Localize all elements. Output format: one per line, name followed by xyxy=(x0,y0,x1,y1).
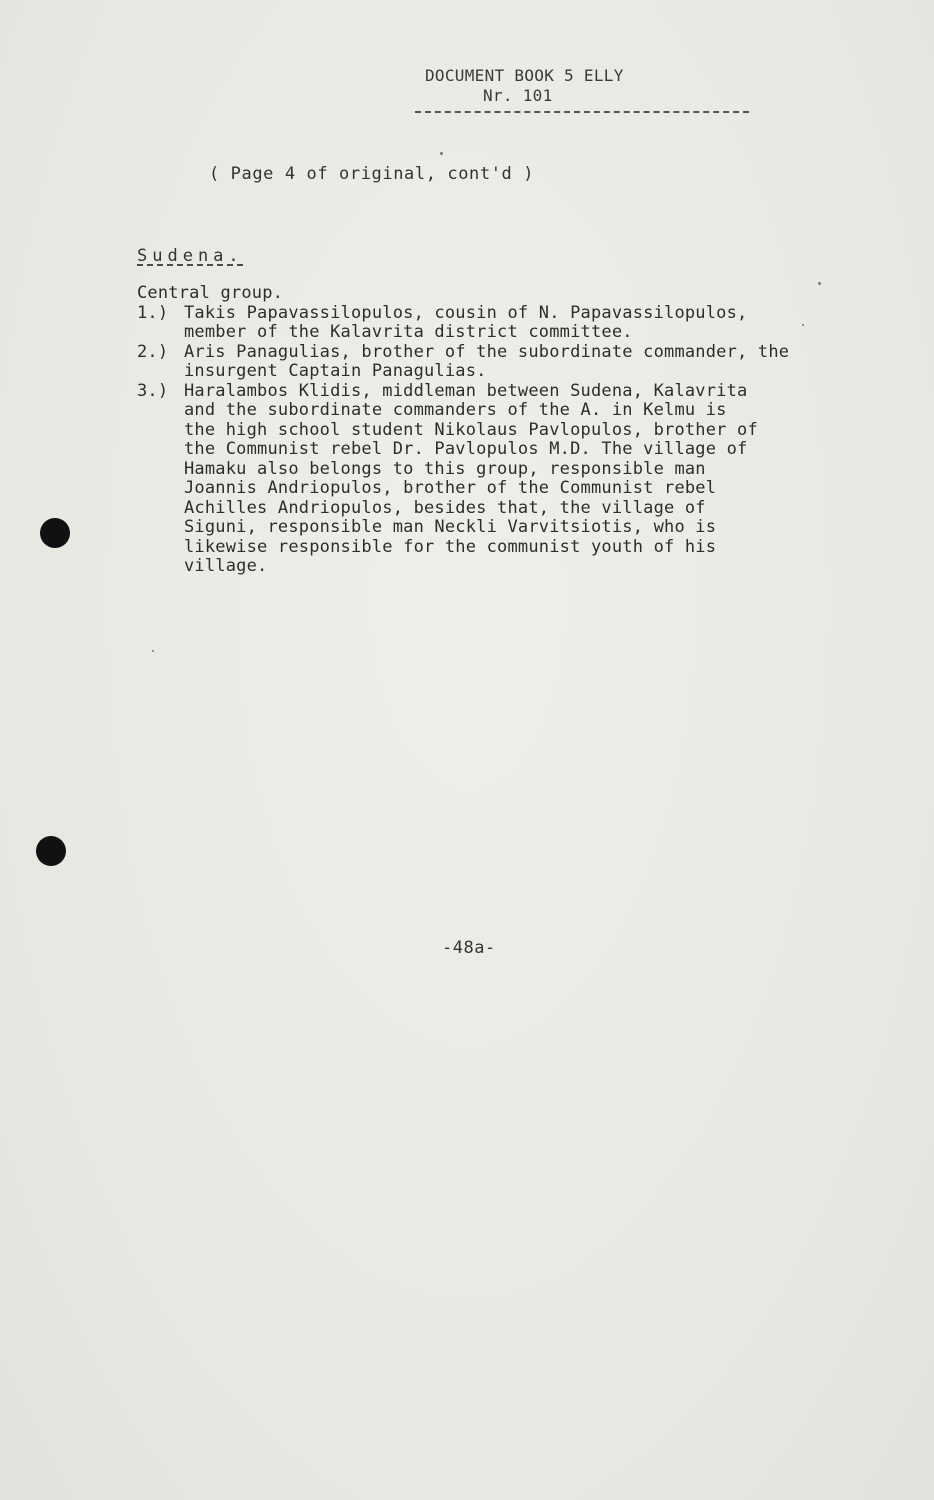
page-number: -48a- xyxy=(442,938,496,958)
item-text xyxy=(184,382,877,577)
document-header xyxy=(425,66,624,106)
document-number: Nr. 101 xyxy=(483,86,553,105)
item-line: Achilles Andriopulos, besides that, the village of xyxy=(184,497,706,518)
paper-speck xyxy=(440,152,443,155)
group-label: Central group. xyxy=(137,283,284,303)
item-line: Takis Papavassilopulos, cousin of N. Papavassilopulos, xyxy=(184,302,748,323)
item-line: and the subordinate commanders of the A. in Kelmu is xyxy=(184,400,727,420)
item-text xyxy=(184,343,877,382)
document-title: DOCUMENT BOOK 5 ELLY xyxy=(425,66,624,85)
item-line: member of the Kalavrita district committee. xyxy=(184,322,633,342)
item-line: village. xyxy=(184,556,268,576)
section-body xyxy=(137,284,877,577)
header-rule xyxy=(415,111,749,113)
paper-speck xyxy=(802,324,804,326)
item-line: insurgent Captain Panagulias. xyxy=(184,361,487,381)
item-line: Siguni, responsible man Neckli Varvitsiotis, who is xyxy=(184,517,717,537)
list-item xyxy=(137,304,877,343)
item-line: the high school student Nikolaus Pavlopulos, brother of xyxy=(184,419,758,440)
list-item xyxy=(137,343,877,382)
item-line: the Communist rebel Dr. Pavlopulos M.D. The village of xyxy=(184,439,748,459)
punch-hole xyxy=(36,836,66,866)
paper-speck xyxy=(818,282,821,285)
item-line: Aris Panagulias, brother of the subordinate commander, the xyxy=(184,341,790,362)
item-line: Joannis Andriopulos, brother of the Communist rebel xyxy=(184,478,717,498)
continuation-note: ( Page 4 of original, cont'd ) xyxy=(209,164,535,184)
item-number: 1.) xyxy=(137,302,169,323)
item-line: Hamaku also belongs to this group, responsible man xyxy=(184,458,706,479)
item-text xyxy=(184,304,877,343)
item-number: 2.) xyxy=(137,341,169,362)
list-item xyxy=(137,382,877,577)
paper-speck xyxy=(152,650,154,652)
section-heading: Sudena. xyxy=(137,246,244,266)
item-line: Haralambos Klidis, middleman between Sudena, Kalavrita xyxy=(184,380,748,401)
item-number: 3.) xyxy=(137,380,169,401)
punch-hole xyxy=(40,518,70,548)
item-line: likewise responsible for the communist youth of his xyxy=(184,536,717,557)
